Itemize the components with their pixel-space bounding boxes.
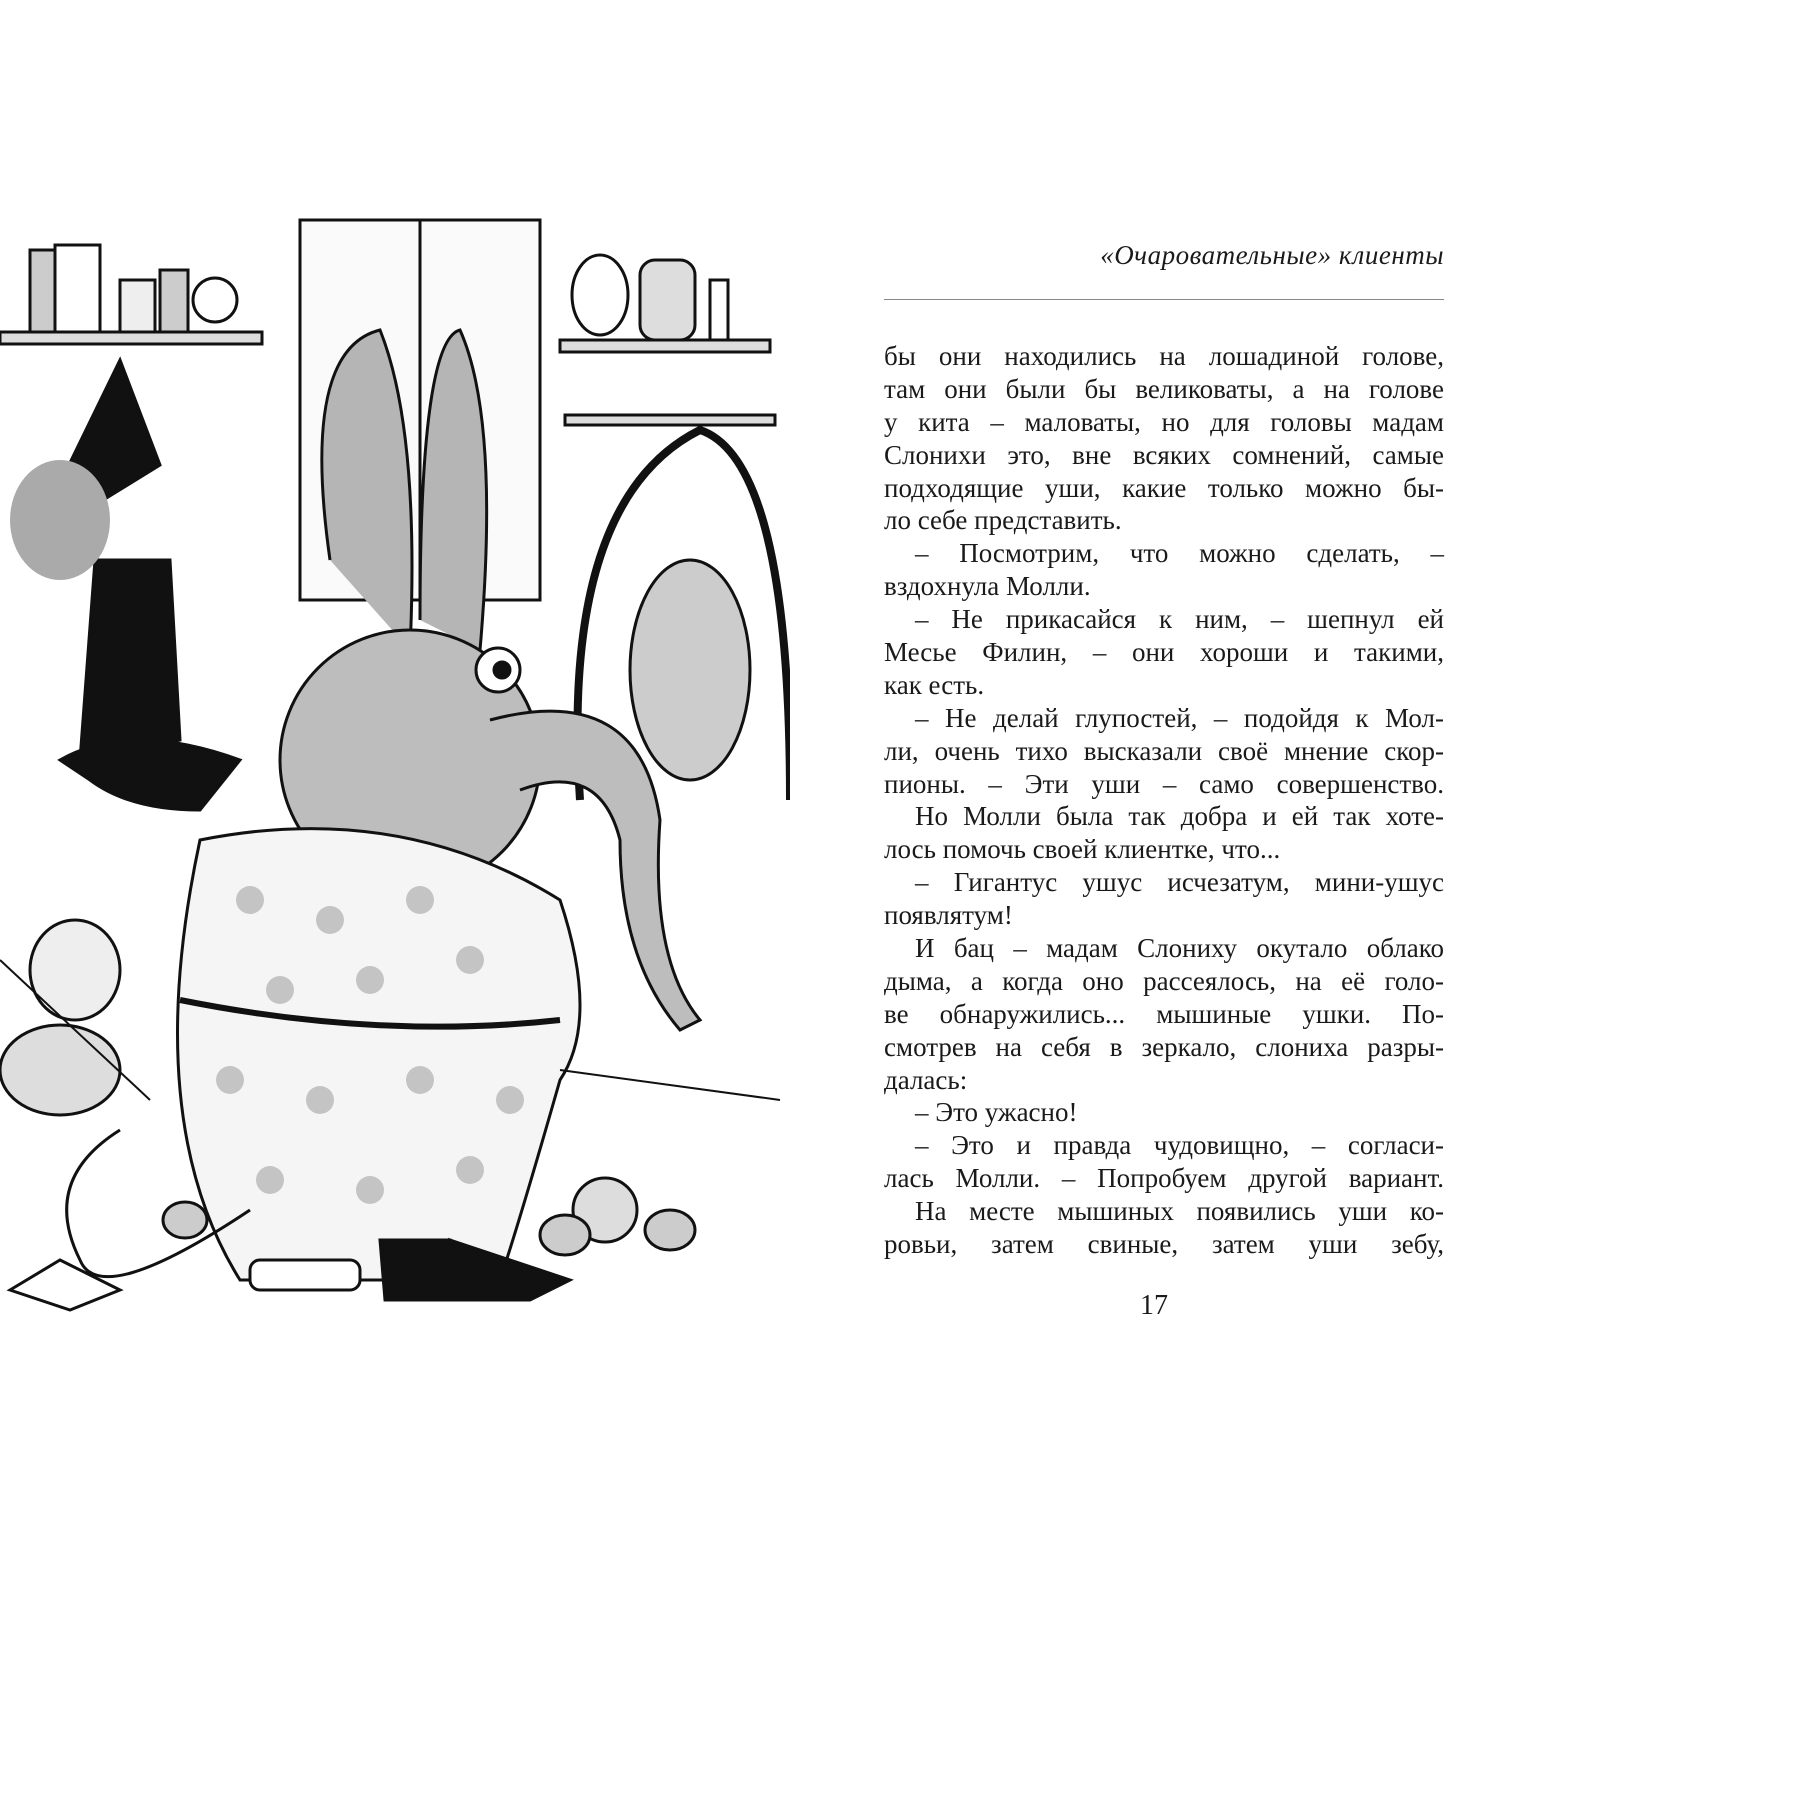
text-line: ли, очень тихо высказали своё мнение скор- [884, 735, 1444, 766]
text-line: – Не делай глупостей, – подойдя к Мол- [915, 702, 1444, 733]
text-line: лось помочь своей клиентке, что... [884, 834, 1281, 865]
text-line: Но Молли была так добра и ей так хоте- [915, 801, 1444, 832]
running-head: «Очаровательные» клиенты [1100, 240, 1444, 270]
body-text [884, 340, 1444, 1261]
text-line: далась: [884, 1064, 968, 1095]
text-line: у кита – маловаты, но для головы мадам [884, 406, 1444, 437]
text-line: – Это ужасно! [915, 1097, 1078, 1128]
text-line: появлятум! [884, 900, 1013, 931]
text-line: лась Молли. – Попробуем другой вариант. [884, 1163, 1444, 1194]
text-line: – Это и правда чудовищно, – согласи- [915, 1130, 1444, 1161]
text-line: – Не прикасайся к ним, – шепнул ей [915, 604, 1444, 635]
text-line: пионы. – Эти уши – само совершенство. [884, 768, 1444, 799]
text-line: На месте мышиных появились уши ко- [915, 1196, 1444, 1227]
page-number: 17 [1140, 1290, 1168, 1321]
text-line: Слонихи это, вне всяких сомнений, самые [884, 439, 1444, 470]
text-line: смотрев на себя в зеркало, слониха разры- [884, 1031, 1444, 1062]
text-line: – Посмотрим, что можно сделать, – [915, 538, 1444, 569]
text-line: ве обнаружились... мышиные ушки. По- [884, 998, 1444, 1029]
text-line: как есть. [884, 669, 985, 700]
illustration-witch-shop-elephant [0, 200, 790, 1320]
header-rule [884, 299, 1444, 300]
shelf-left [0, 332, 262, 344]
text-line: ровьи, затем свиные, затем уши зебу, [884, 1229, 1444, 1260]
text-line: там они были бы великоваты, а на голове [884, 373, 1444, 404]
text-line: И бац – мадам Слониху окутало облако [915, 933, 1444, 964]
text-line: – Гигантус ушус исчезатум, мини-ушус [915, 867, 1444, 898]
text-line: Месье Филин, – они хороши и такими, [884, 637, 1444, 668]
text-line: подходящие уши, какие только можно бы- [884, 472, 1444, 503]
text-line: вздохнула Молли. [884, 571, 1091, 602]
text-line: дыма, а когда оно рассеялось, на её голо- [884, 965, 1444, 996]
text-line: бы они находились на лошадиной голове, [884, 341, 1444, 371]
shelf-right [560, 340, 770, 352]
shelf-right-lower [565, 415, 775, 425]
text-line: ло себе представить. [884, 505, 1122, 536]
